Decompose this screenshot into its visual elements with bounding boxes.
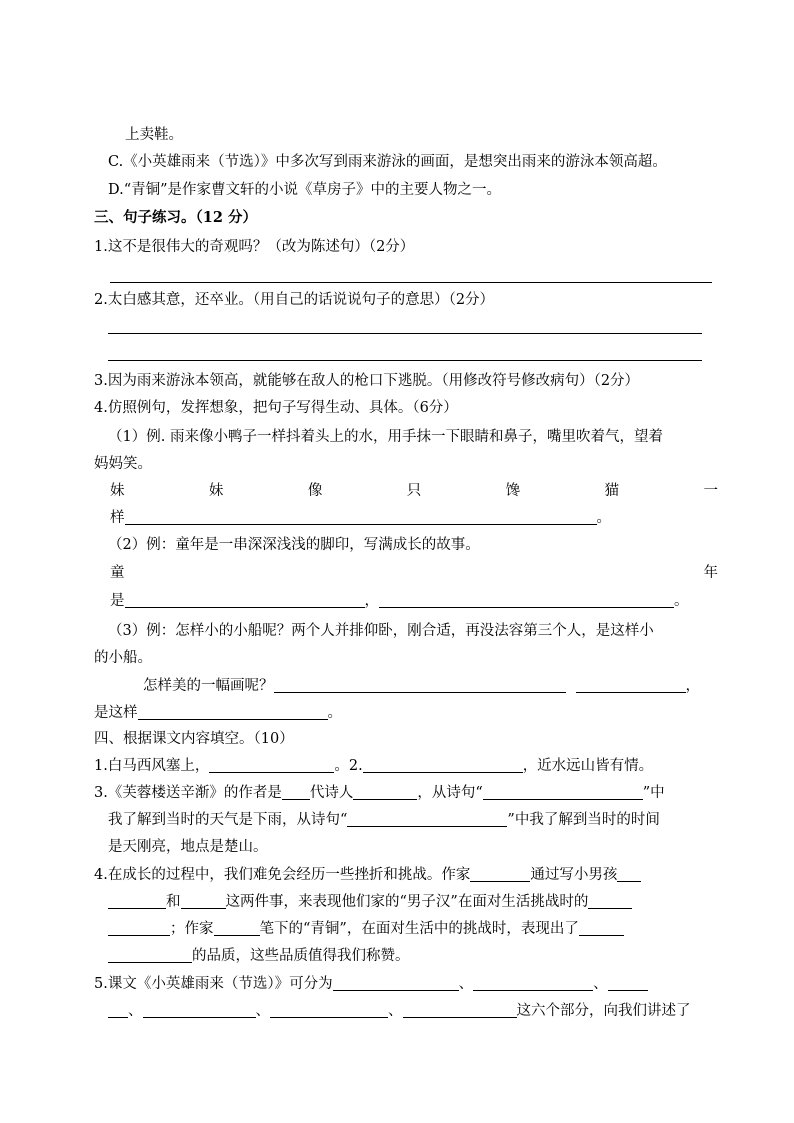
text: 是 <box>110 593 125 609</box>
answer-blank[interactable] <box>588 892 632 909</box>
q4-example-1-cont: 妈妈笑。 <box>94 456 152 472</box>
question-1: 1.这不是很伟大的奇观吗？（改为陈述句）（2分） <box>94 239 415 255</box>
text: 4.在成长的过程中，我们难免会经历一些挫折和挑战。作家 <box>94 867 471 883</box>
q4-example-3-cont: 的小船。 <box>94 650 152 666</box>
char: 馋 <box>505 483 521 499</box>
answer-blank[interactable] <box>125 591 365 608</box>
fill-5-line-1 <box>94 974 648 994</box>
answer-blank[interactable] <box>108 1001 128 1018</box>
section-four-heading: 四、根据课文内容填空。（10） <box>94 731 294 747</box>
text: ，近水远山皆有情。 <box>522 758 654 774</box>
text: 、 <box>128 1003 143 1019</box>
question-2: 2.太白感其意，还卒业。（用自己的话说说句子的意思）（2分） <box>94 292 495 308</box>
answer-blank[interactable] <box>125 508 597 525</box>
question-4: 4.仿照例句，发挥想象，把句子写得生动、具体。（6分） <box>94 400 458 416</box>
q4-3-answer-line <box>143 676 700 696</box>
fill-1-2 <box>94 756 653 776</box>
answer-blank[interactable] <box>353 783 417 800</box>
answer-blank[interactable] <box>617 865 641 882</box>
answer-blank[interactable] <box>608 974 648 991</box>
char: 只 <box>406 483 422 499</box>
char: 童 <box>110 565 125 581</box>
text: ”中 <box>642 785 665 801</box>
text: 和 <box>166 894 181 910</box>
answer-blank[interactable] <box>214 919 260 936</box>
answer-blank[interactable] <box>470 865 530 882</box>
answer-blank[interactable] <box>282 783 310 800</box>
text: 、 <box>458 976 474 992</box>
answer-line-q2-a[interactable] <box>108 333 702 334</box>
line-option-d: D.“青铜”是作家曹文轩的小说《草房子》中的主要人物之一。 <box>108 182 502 198</box>
char: 妹 <box>208 483 224 499</box>
text: 3.《芙蓉楼送辛渐》的作者是 <box>94 785 282 801</box>
char: 年 <box>703 565 718 581</box>
answer-blank[interactable] <box>108 946 192 963</box>
q4-3-answer-line-2 <box>94 703 342 723</box>
answer-blank[interactable] <box>108 892 166 909</box>
q4-2-justified-line <box>110 563 718 583</box>
text: 怎样美的一幅画呢？ <box>143 678 274 694</box>
question-3: 3.因为雨来游泳本领高，就能够在敌人的枪口下逃脱。（用修改符号修改病句）（2分） <box>94 373 640 389</box>
text: ， <box>685 678 700 694</box>
fill-4-line-4 <box>108 946 410 966</box>
fill-3-line-2 <box>108 810 660 830</box>
text: 代诗人 <box>309 785 354 801</box>
text: ”中我了解到当时的时间 <box>507 812 660 828</box>
text: 。2. <box>334 758 363 774</box>
text: 1.白马西风塞上， <box>94 758 210 774</box>
fill-4-line-1 <box>94 865 641 885</box>
answer-blank[interactable] <box>579 919 624 936</box>
text: 、 <box>593 976 608 992</box>
answer-blank[interactable] <box>270 1001 388 1018</box>
text: 。 <box>596 510 611 526</box>
answer-blank[interactable] <box>209 756 334 773</box>
fill-3-line-3: 是天刚亮，地点是楚山。 <box>108 839 268 855</box>
answer-blank[interactable] <box>274 676 566 693</box>
fill-3-line-1 <box>94 783 665 803</box>
text: ，从诗句“ <box>417 785 483 801</box>
text: 这两件事，来表现他们家的“男子汉”在面对生活挑战时的 <box>225 894 589 910</box>
answer-blank[interactable] <box>379 591 674 608</box>
answer-blank[interactable] <box>576 676 686 693</box>
text: 是这样 <box>94 705 138 721</box>
answer-blank[interactable] <box>108 919 170 936</box>
q4-example-2: （2）例：童年是一串深深浅浅的脚印，写满成长的故事。 <box>108 537 480 553</box>
text: 这六个部分，向我们讲述了 <box>516 1003 691 1019</box>
answer-blank[interactable] <box>333 974 459 991</box>
fill-5-line-2 <box>108 1001 691 1021</box>
answer-blank[interactable] <box>403 1001 517 1018</box>
text: 笔下的“青铜”，在面对生活中的挑战时，表现出了 <box>259 921 579 937</box>
char: 猫 <box>604 483 620 499</box>
text: ；作家 <box>170 921 214 937</box>
answer-blank[interactable] <box>473 974 593 991</box>
line-option-c: C.《小英雄雨来（节选）》中多次写到雨来游泳的画面，是想突出雨来的游泳本领高超。 <box>108 154 667 170</box>
text: 样 <box>110 510 125 526</box>
text: 我了解到当时的天气是下雨，从诗句“ <box>108 812 348 828</box>
text: ， <box>364 593 379 609</box>
q4-example-1: （1）例. 雨来像小鸭子一样抖着头上的水，用手抹一下眼睛和鼻子，嘴里吹着气，望着 <box>108 429 663 445</box>
answer-blank[interactable] <box>181 892 226 909</box>
section-three-heading: 三、句子练习。（12 分） <box>94 209 257 226</box>
q4-1-answer-line <box>110 508 611 528</box>
text: 、 <box>255 1003 270 1019</box>
fill-4-line-2 <box>108 892 632 912</box>
answer-line-q1[interactable] <box>110 282 712 283</box>
answer-blank[interactable] <box>143 1001 256 1018</box>
char: 妹 <box>110 483 125 499</box>
q4-example-3: （3）例：怎样小的小船呢？两个人并排仰卧，刚合适，再没法容第三个人，是这样小 <box>108 623 654 639</box>
char: 一 <box>703 483 718 499</box>
q4-2-answer-line <box>110 591 689 611</box>
answer-blank[interactable] <box>483 783 643 800</box>
answer-blank[interactable] <box>138 703 328 720</box>
q4-1-justified-line <box>110 481 718 501</box>
answer-blank[interactable] <box>347 810 507 827</box>
text: 通过写小男孩 <box>530 867 618 883</box>
answer-blank[interactable] <box>363 756 523 773</box>
text: 、 <box>388 1003 403 1019</box>
text: 。 <box>674 593 689 609</box>
answer-line-q2-b[interactable] <box>108 360 702 361</box>
text: 的品质，这些品质值得我们称赞。 <box>192 948 410 964</box>
text: 。 <box>327 705 342 721</box>
char: 像 <box>307 483 323 499</box>
fill-4-line-3 <box>108 919 624 939</box>
text: 5.课文《小英雄雨来（节选）》可分为 <box>94 976 333 992</box>
line-option-b-end: 上卖鞋。 <box>125 127 183 143</box>
